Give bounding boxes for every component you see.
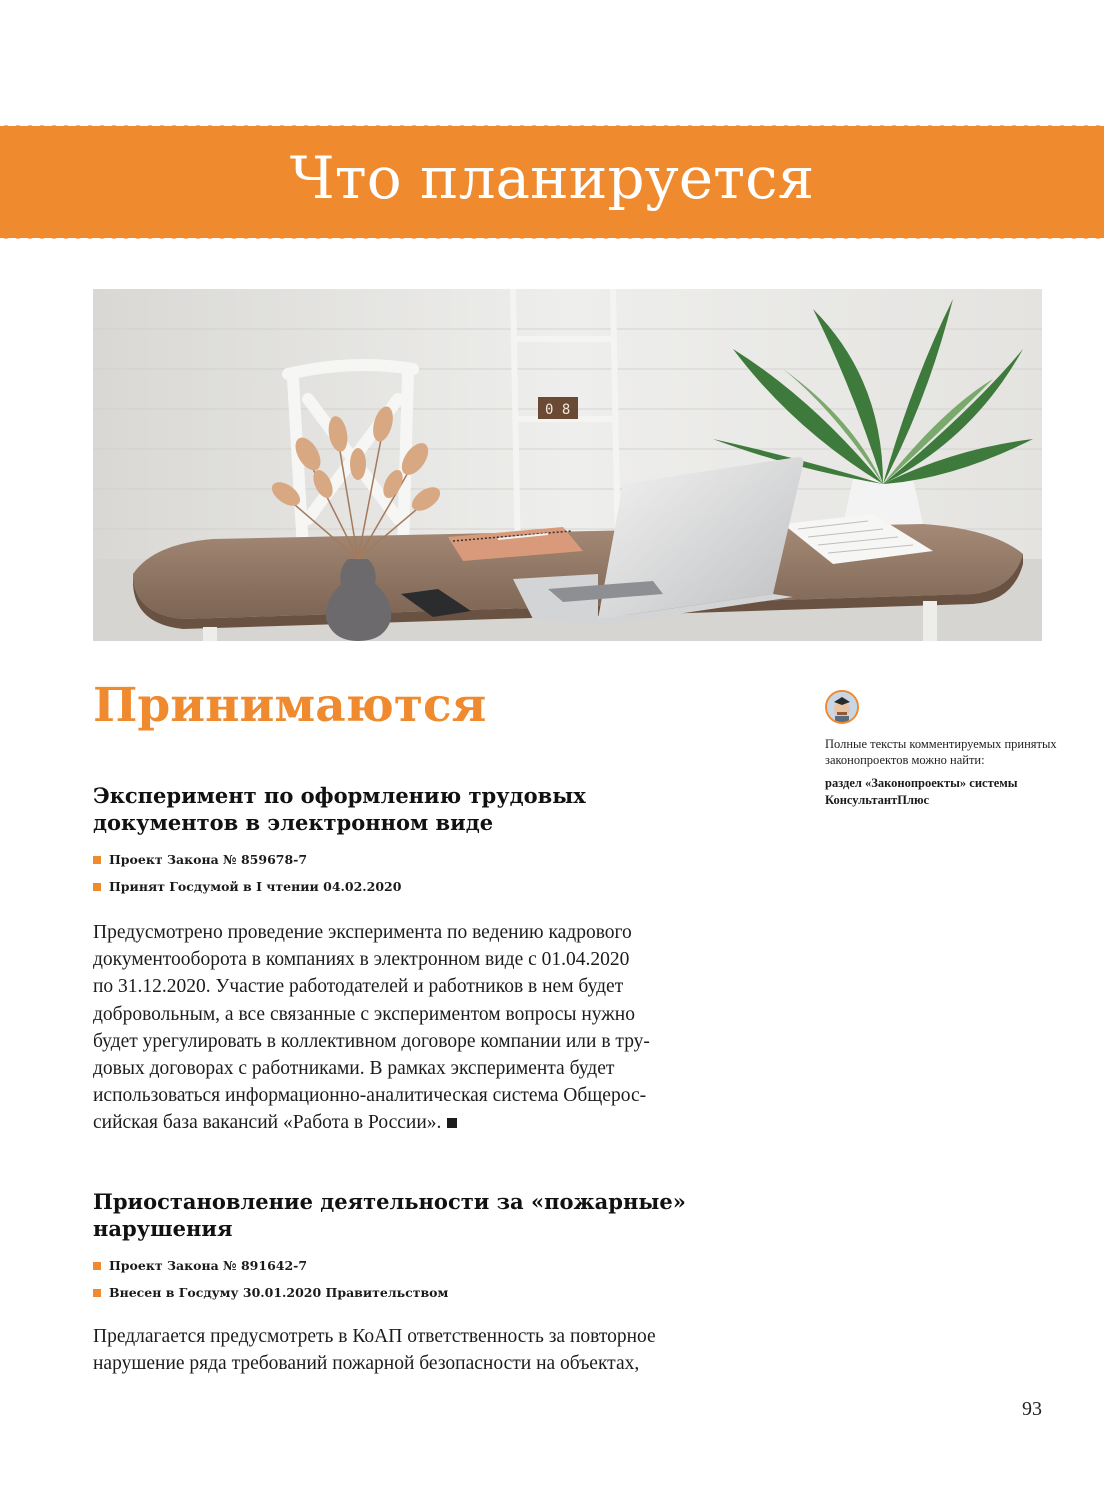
article-meta-list: [93, 852, 783, 895]
consultant-avatar-icon: [825, 690, 859, 724]
section-heading: Принимаются: [93, 678, 487, 733]
article-title: Эксперимент по оформлению трудовых документов в электронном виде: [93, 783, 586, 835]
end-of-article-square-icon: [447, 1118, 457, 1128]
meta-item: Принят Госдумой в I чтении 04.02.2020: [93, 879, 783, 895]
desk-photo-illustration: [93, 289, 1042, 641]
page-title: Что планируется: [289, 144, 815, 212]
sidebar-note-block: [825, 690, 1065, 809]
bullet-square-icon: [93, 883, 101, 891]
meta-item: Проект Закона № 891642-7: [93, 1258, 783, 1274]
sidebar-note-text: Полные тексты комментируемых принятых законопроектов можно найти:: [825, 737, 1057, 767]
bullet-square-icon: [93, 1289, 101, 1297]
article-fire-violations: [93, 1188, 783, 1377]
article-body: Предлагается предусмотреть в КоАП ответственность за повторное нарушение ряда требований пожарной безопасности на объектах,: [93, 1326, 656, 1375]
page-number: 93: [1022, 1398, 1042, 1420]
sidebar-source-text: раздел «Законопроекты» системы КонсультантПлюс: [825, 776, 1018, 807]
article-body: Предусмотрено проведение эксперимента по ведению кадрового документооборота в компаниях в электронном виде с 01.04.2020 по 31.12.2020. Участие работодателей и работников в нем будет добровольным, а все связанные с экспериментом вопросы нужно будет урегулировать в коллективном договоре компании или в тру- довых договорах с работниками. В рамках эксперимента будет использоваться информационно-аналитическая система Общерос- сийская база вакансий «Работа в России».: [93, 922, 650, 1134]
header-photo: [93, 289, 1042, 641]
article-electronic-documents: [93, 782, 783, 1137]
bullet-square-icon: [93, 856, 101, 864]
meta-item: Внесен в Госдуму 30.01.2020 Правительством: [93, 1285, 783, 1301]
article-title: Приостановление деятельности за «пожарные» нарушения: [93, 1189, 686, 1241]
meta-item: Проект Закона № 859678-7: [93, 852, 783, 868]
article-meta-list: [93, 1258, 783, 1301]
bullet-square-icon: [93, 1262, 101, 1270]
svg-text:0 8: 0 8: [545, 402, 571, 418]
header-banner: [0, 126, 1104, 238]
